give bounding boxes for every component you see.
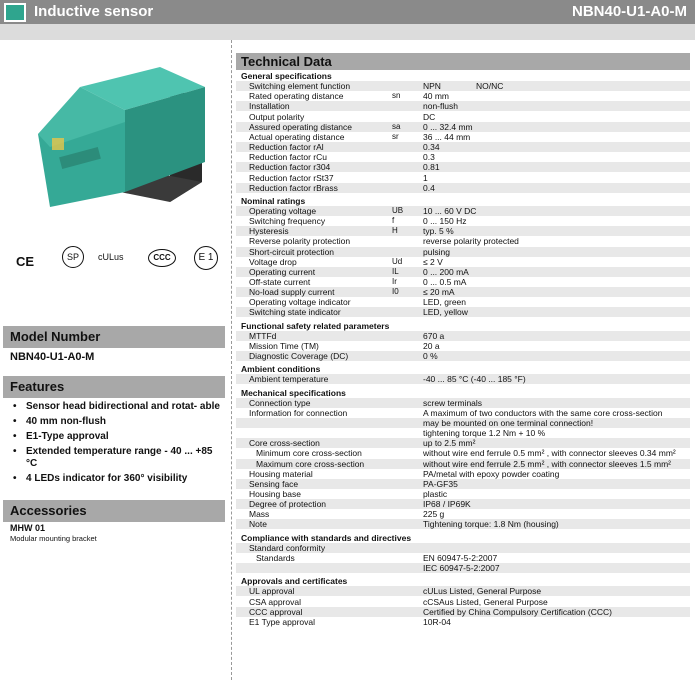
spec-sym: IL xyxy=(392,266,399,276)
spec-sym: Ir xyxy=(392,277,397,286)
column-divider xyxy=(231,40,232,680)
spec-label: Approvals and certificates xyxy=(241,576,348,587)
spec-row xyxy=(236,519,690,529)
accessory-name: MHW 01 xyxy=(10,523,46,533)
spec-val: 670 a xyxy=(423,330,445,341)
accessory-description: Modular mounting bracket xyxy=(10,534,97,543)
spec-val: 36 ... 44 mm xyxy=(423,131,471,142)
technical-data-heading: Technical Data xyxy=(236,53,690,70)
spec-label: Reduction factor rAl xyxy=(249,142,324,153)
spec-label: Assured operating distance xyxy=(249,121,353,132)
spec-label: Switching element function xyxy=(249,81,351,92)
spec-row xyxy=(236,81,690,91)
spec-row xyxy=(236,459,690,469)
spec-label: Note xyxy=(249,519,267,530)
spec-row xyxy=(236,331,690,341)
spec-label: Degree of protection xyxy=(249,499,327,510)
spec-val: without wire end ferrule 2.5 mm² , with connector sleeves 1.5 mm² xyxy=(423,458,672,469)
spec-val: may be mounted on one terminal connection! xyxy=(423,417,594,428)
spec-sym: I0 xyxy=(392,287,399,297)
spec-row xyxy=(236,142,690,152)
spec-label: Connection type xyxy=(249,397,311,408)
spec-val: ≤ 2 V xyxy=(423,256,443,267)
spec-label: Voltage drop xyxy=(249,256,297,267)
spec-val: PA/metal with epoxy powder coating xyxy=(423,468,560,479)
spec-label: Off-state current xyxy=(249,277,311,287)
spec-row xyxy=(236,307,690,317)
spec-row xyxy=(236,287,690,297)
spec-row xyxy=(236,479,690,489)
spec-label: Diagnostic Coverage (DC) xyxy=(249,351,349,362)
spec-val: LED, green xyxy=(423,297,466,308)
spec-val: 10 ... 60 V DC xyxy=(423,205,477,216)
spec-label: E1 Type approval xyxy=(249,616,315,627)
spec-val: 0 % xyxy=(423,351,438,362)
spec-row xyxy=(236,398,690,408)
spec-val: ≤ 20 mA xyxy=(423,287,455,298)
spec-val: typ. 5 % xyxy=(423,226,454,237)
spec-label: Operating current xyxy=(249,266,316,277)
feature-item: • Sensor head bidirectional and rotat- able xyxy=(12,401,224,413)
spec-label: Compliance with standards and directives xyxy=(241,532,412,543)
spec-val: LED, yellow xyxy=(423,307,468,318)
spec-val: Certified by China Compulsory Certification (CCC) xyxy=(423,606,612,617)
spec-label: Reduction factor rCu xyxy=(249,152,327,163)
spec-val: 10R-04 xyxy=(423,616,451,627)
spec-sym: sa xyxy=(392,121,401,131)
spec-val: -40 ... 85 °C (-40 ... 185 °F) xyxy=(423,374,526,385)
spec-label: Reverse polarity protection xyxy=(249,236,351,247)
spec-label: Mission Time (TM) xyxy=(249,340,319,351)
spec-row xyxy=(236,101,690,111)
spec-row xyxy=(236,586,690,596)
feature-item: • E1-Type approval xyxy=(12,431,224,443)
spec-val: screw terminals xyxy=(423,397,483,408)
culus-mark-icon: cULus xyxy=(98,252,124,262)
spec-label: No-load supply current xyxy=(249,287,335,298)
spec-val: without wire end ferrule 0.5 mm² , with connector sleeves 0.34 mm² xyxy=(423,448,676,459)
spec-label: Mechanical specifications xyxy=(241,387,346,398)
ccc-mark-icon: CCC xyxy=(148,249,176,267)
spec-label: Hysteresis xyxy=(249,226,289,237)
spec-label: Operating voltage xyxy=(249,205,317,216)
spec-label: Information for connection xyxy=(249,407,348,418)
spec-row xyxy=(236,499,690,509)
spec-val: EN 60947-5-2:2007 xyxy=(423,552,498,563)
spec-label: Standard conformity xyxy=(249,542,326,553)
spec-val: 0.34 xyxy=(423,142,440,153)
model-number-heading: Model Number xyxy=(3,326,225,348)
spec-val: cULus Listed, General Purpose xyxy=(423,586,542,597)
spec-val: Tightening torque: 1.8 Nm (housing) xyxy=(423,519,559,530)
spec-label: Actual operating distance xyxy=(249,131,345,142)
spec-sym: UB xyxy=(392,205,404,215)
spec-sym: f xyxy=(392,216,395,226)
csa-mark-icon: SP xyxy=(62,246,84,268)
spec-val2: NO/NC xyxy=(476,81,504,92)
certification-logos xyxy=(12,246,222,276)
feature-item: • 4 LEDs indicator for 360° visibility xyxy=(12,473,224,485)
spec-sym: H xyxy=(392,226,398,236)
features-list xyxy=(12,401,224,488)
spec-val: 0 ... 0.5 mA xyxy=(423,277,467,287)
spec-label: Nominal ratings xyxy=(241,195,306,206)
spec-val: PA-GF35 xyxy=(423,478,458,489)
spec-val: up to 2.5 mm² xyxy=(423,438,476,449)
spec-label: Housing material xyxy=(249,468,313,479)
spec-val: 0.81 xyxy=(423,162,440,173)
spec-row xyxy=(236,122,690,132)
page-header xyxy=(0,0,695,24)
spec-label: CCC approval xyxy=(249,606,303,617)
spec-label: Reduction factor rSt37 xyxy=(249,172,334,183)
spec-label: Operating voltage indicator xyxy=(249,297,351,308)
spec-val: 225 g xyxy=(423,509,445,520)
spec-label: Reduction factor rBrass xyxy=(249,182,338,193)
spec-label: Sensing face xyxy=(249,478,299,489)
spec-label: Short-circuit protection xyxy=(249,246,335,257)
spec-val: IP68 / IP69K xyxy=(423,499,471,510)
ce-mark-icon: CE xyxy=(16,254,35,269)
spec-row xyxy=(236,438,690,448)
spec-label: Housing base xyxy=(249,489,301,499)
spec-row xyxy=(236,206,690,216)
spec-row xyxy=(236,267,690,277)
spec-row xyxy=(236,162,690,172)
spec-label: Reduction factor r304 xyxy=(249,162,331,173)
spec-label: Functional safety related parameters xyxy=(241,320,390,331)
features-heading: Features xyxy=(3,376,225,398)
spec-label: Ambient temperature xyxy=(249,374,329,385)
spec-label: Core cross-section xyxy=(249,438,320,449)
spec-sym: Ud xyxy=(392,256,403,266)
spec-val: 40 mm xyxy=(423,91,449,102)
spec-label: Switching frequency xyxy=(249,216,326,227)
spec-val: reverse polarity protected xyxy=(423,236,519,247)
spec-val: DC xyxy=(423,111,436,122)
spec-val: 0 ... 150 Hz xyxy=(423,216,467,227)
spec-val: cCSAus Listed, General Purpose xyxy=(423,596,548,607)
spec-row xyxy=(236,351,690,361)
spec-row xyxy=(236,563,690,573)
spec-val: non-flush xyxy=(423,101,458,112)
spec-row xyxy=(236,183,690,193)
spec-label: Standards xyxy=(256,552,295,563)
spec-label: Minimum core cross-section xyxy=(256,448,362,459)
spec-label: Rated operating distance xyxy=(249,91,344,102)
spec-val: 20 a xyxy=(423,340,440,351)
spec-val: tightening torque 1.2 Nm + 10 % xyxy=(423,428,546,439)
brand-square-icon xyxy=(4,3,26,22)
spec-label: Mass xyxy=(249,509,270,520)
spec-label: Output polarity xyxy=(249,111,305,122)
spec-row xyxy=(236,607,690,617)
product-image xyxy=(20,52,220,212)
spec-val: A maximum of two conductors with the same core cross-section xyxy=(423,407,663,418)
feature-item: • 40 mm non-flush xyxy=(12,416,224,428)
spec-label: Ambient conditions xyxy=(241,364,321,375)
spec-row xyxy=(236,543,690,553)
spec-row xyxy=(236,374,690,384)
spec-label: MTTFd xyxy=(249,330,277,341)
spec-label: Maximum core cross-section xyxy=(256,458,365,469)
spec-val: 1 xyxy=(423,172,428,183)
spec-row xyxy=(236,247,690,257)
accessories-heading: Accessories xyxy=(3,500,225,522)
spec-val: IEC 60947-5-2:2007 xyxy=(423,563,500,574)
spec-label: Installation xyxy=(249,101,290,112)
spec-val: 0.3 xyxy=(423,152,435,163)
header-strip xyxy=(0,24,695,40)
header-model-number: NBN40-U1-A0-M xyxy=(571,3,687,20)
model-number-value: NBN40-U1-A0-M xyxy=(10,351,95,363)
spec-val: 0 ... 32.4 mm xyxy=(423,121,473,132)
spec-sym: sn xyxy=(392,91,401,101)
spec-label: General specifications xyxy=(241,71,332,81)
spec-label: Switching state indicator xyxy=(249,307,341,318)
spec-row xyxy=(236,226,690,236)
spec-label: CSA approval xyxy=(249,596,301,607)
spec-label: UL approval xyxy=(249,586,295,597)
spec-row xyxy=(236,418,690,428)
spec-val: pulsing xyxy=(423,246,450,257)
spec-sym: sr xyxy=(392,131,399,141)
spec-val: NPN xyxy=(423,81,441,92)
feature-item: • Extended temperature range - 40 ... +85 °C xyxy=(12,446,224,470)
spec-val: plastic xyxy=(423,489,448,499)
spec-val: 0.4 xyxy=(423,182,435,193)
e1-mark-icon: E 1 xyxy=(194,246,218,270)
page-title: Inductive sensor xyxy=(34,3,154,20)
spec-val: 0 ... 200 mA xyxy=(423,266,469,277)
